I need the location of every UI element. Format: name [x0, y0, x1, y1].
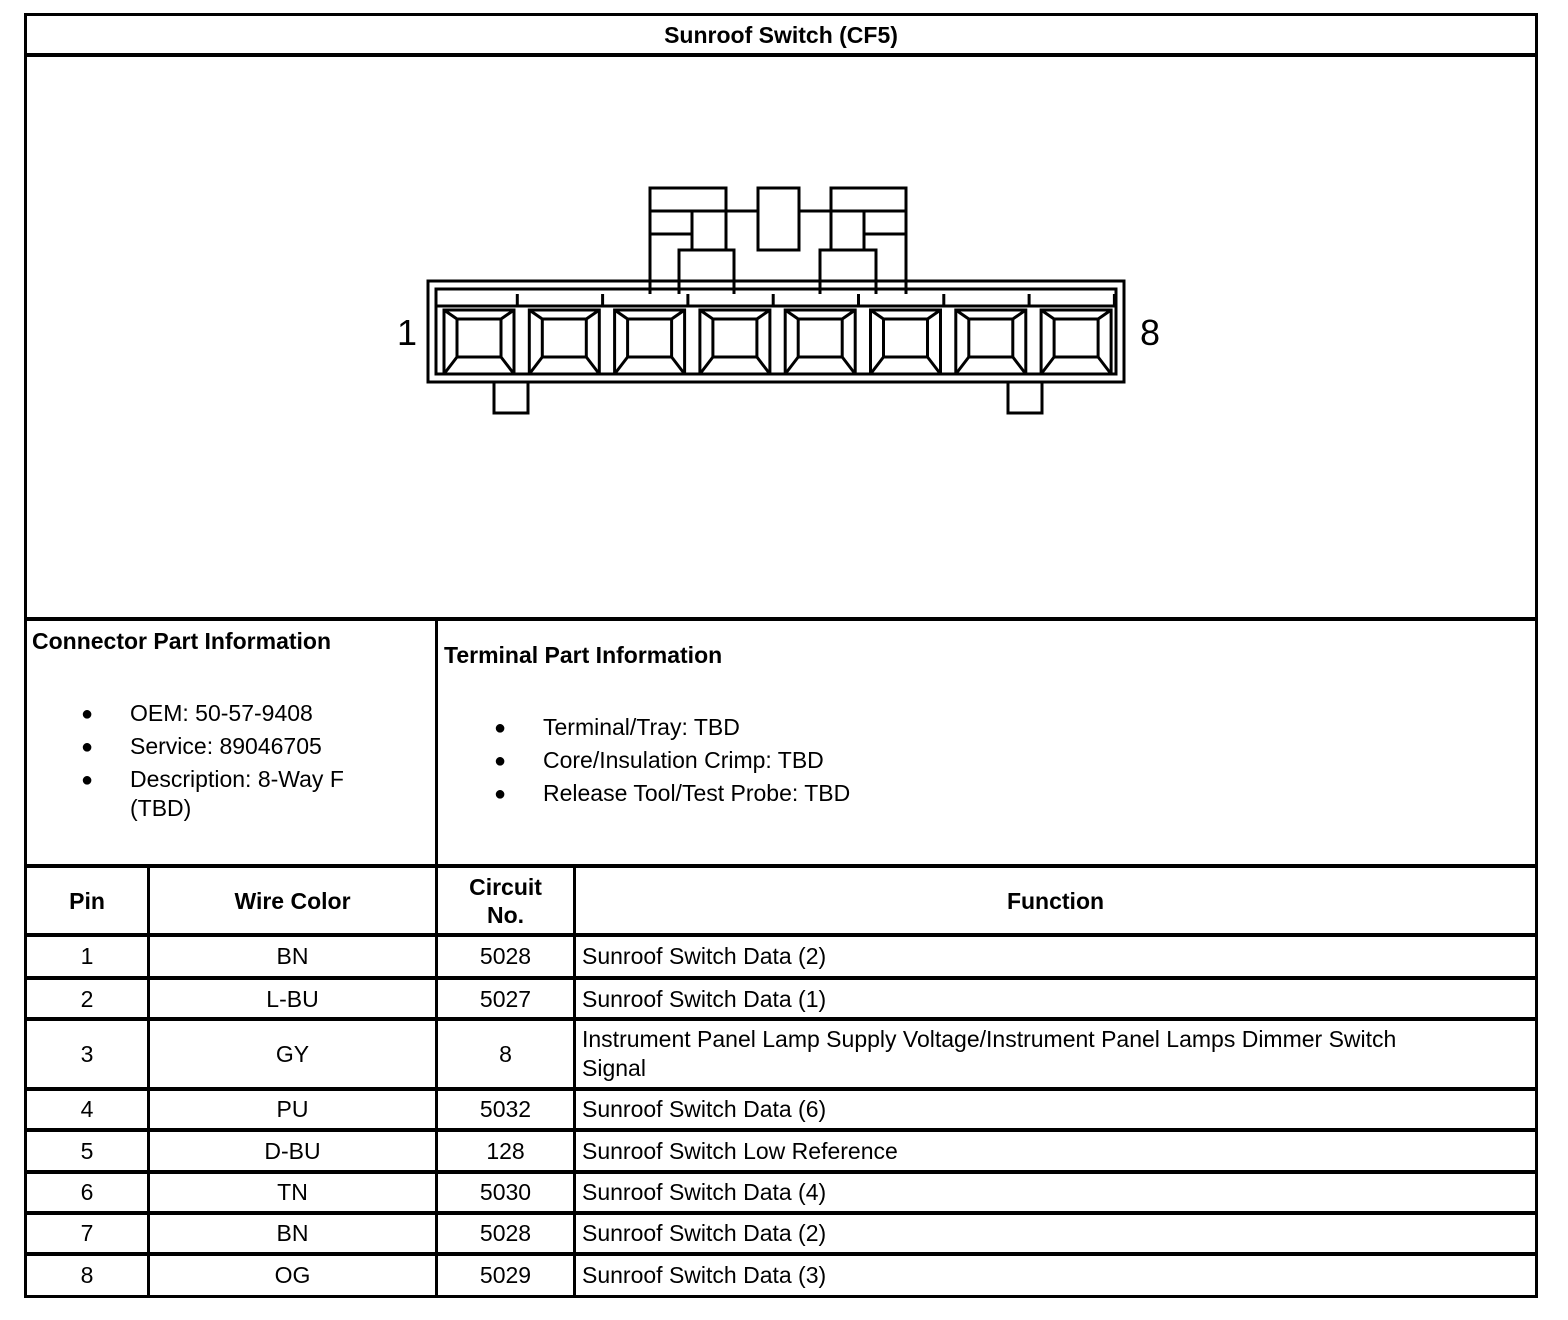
peg-left — [494, 382, 528, 413]
cell-function: Sunroof Switch Data (1) — [582, 985, 827, 1012]
cell-wire-color: L-BU — [266, 985, 319, 1012]
cell-circuit: 5028 — [479, 1220, 532, 1246]
terminal-info-heading: Terminal Part Information — [444, 642, 723, 668]
connector-info-heading: Connector Part Information — [32, 628, 332, 654]
bullet-dot: ● — [494, 750, 507, 772]
cavity-terminal-4 — [713, 319, 757, 357]
header-circuit — [438, 868, 573, 933]
latch-detail-left — [650, 211, 726, 250]
cell-function-line2: Signal — [582, 1055, 646, 1081]
cell-function — [576, 1021, 1535, 1087]
cell-circuit: 5027 — [479, 985, 532, 1012]
info-divider-mid — [435, 617, 438, 867]
cell-pin: 7 — [80, 1220, 94, 1246]
cell-wire-color: BN — [276, 1220, 309, 1246]
cell-function: Sunroof Switch Data (6) — [582, 1096, 827, 1122]
cell-circuit: 5030 — [479, 1179, 532, 1205]
page-title: Sunroof Switch (CF5) — [664, 22, 898, 48]
cell-function: Sunroof Switch Low Reference — [582, 1137, 898, 1164]
cell-function: Sunroof Switch Data (4) — [582, 1179, 827, 1205]
cavity-terminal-2 — [542, 319, 586, 357]
border-bottom — [24, 1295, 1538, 1298]
connector-diagram — [24, 57, 1538, 617]
cell-pin: 4 — [80, 1096, 94, 1122]
pin-8-label: 8 — [1139, 312, 1161, 353]
latch-detail-center — [692, 211, 799, 250]
terminal-release-tool: Release Tool/Test Probe: TBD — [543, 780, 851, 806]
cavity-terminal-6 — [884, 319, 928, 357]
bullet-dot: ● — [81, 736, 94, 758]
latch-outline — [650, 188, 906, 294]
cell-pin: 2 — [80, 985, 94, 1012]
cell-function-line1: Instrument Panel Lamp Supply Voltage/Instrument Panel Lamps Dimmer Switch — [582, 1026, 1397, 1052]
cavity-terminal-1 — [457, 319, 501, 357]
cell-pin: 6 — [80, 1179, 94, 1205]
cell-function: Sunroof Switch Data (2) — [582, 942, 827, 969]
cavity-terminal-8 — [1054, 319, 1098, 357]
cell-circuit: 5032 — [479, 1096, 532, 1122]
cell-circuit: 5029 — [479, 1261, 532, 1288]
cell-wire-color: TN — [277, 1179, 308, 1205]
connector-sheet — [24, 13, 1538, 1298]
cell-pin: 8 — [80, 1261, 94, 1288]
cavity-terminal-3 — [628, 319, 672, 357]
cell-wire-color: PU — [276, 1096, 309, 1122]
cell-pin: 5 — [80, 1137, 94, 1164]
cell-wire-color: D-BU — [264, 1137, 321, 1164]
cell-pin: 1 — [80, 942, 94, 969]
header-pin: Pin — [69, 887, 105, 914]
cell-circuit: 128 — [486, 1137, 525, 1164]
bullet-dot: ● — [494, 717, 507, 739]
cavity-terminal-7 — [969, 319, 1013, 357]
header-wire-color: Wire Color — [234, 887, 351, 914]
cell-wire-color: BN — [276, 942, 309, 969]
connector-oem: OEM: 50-57-9408 — [130, 700, 313, 726]
cavity-terminal-5 — [798, 319, 842, 357]
info-divider-top — [24, 617, 1538, 621]
connector-description-cont: (TBD) — [130, 795, 192, 821]
bullet-dot: ● — [81, 703, 94, 725]
cell-wire-color: GY — [275, 1040, 310, 1067]
pin-1-label: 1 — [396, 312, 418, 353]
cell-pin: 3 — [80, 1040, 94, 1067]
peg-right — [1008, 382, 1042, 413]
latch-detail-right — [820, 211, 906, 250]
header-circuit-line2: No. — [486, 901, 525, 928]
cell-function: Sunroof Switch Data (3) — [582, 1261, 827, 1288]
cell-wire-color: OG — [274, 1261, 311, 1288]
latch-feet — [679, 250, 876, 294]
header-function: Function — [1006, 887, 1105, 914]
header-circuit-line1: Circuit — [469, 873, 542, 900]
border-top — [24, 13, 1538, 16]
cell-circuit: 5028 — [479, 942, 532, 969]
bullet-dot: ● — [81, 769, 94, 791]
terminal-tray: Terminal/Tray: TBD — [543, 714, 740, 740]
bullet-dot: ● — [494, 783, 507, 805]
cell-circuit: 8 — [499, 1040, 512, 1067]
cell-function: Sunroof Switch Data (2) — [582, 1220, 827, 1246]
connector-service: Service: 89046705 — [130, 733, 322, 759]
connector-description: Description: 8-Way F — [130, 766, 344, 792]
terminal-crimp: Core/Insulation Crimp: TBD — [543, 747, 824, 773]
